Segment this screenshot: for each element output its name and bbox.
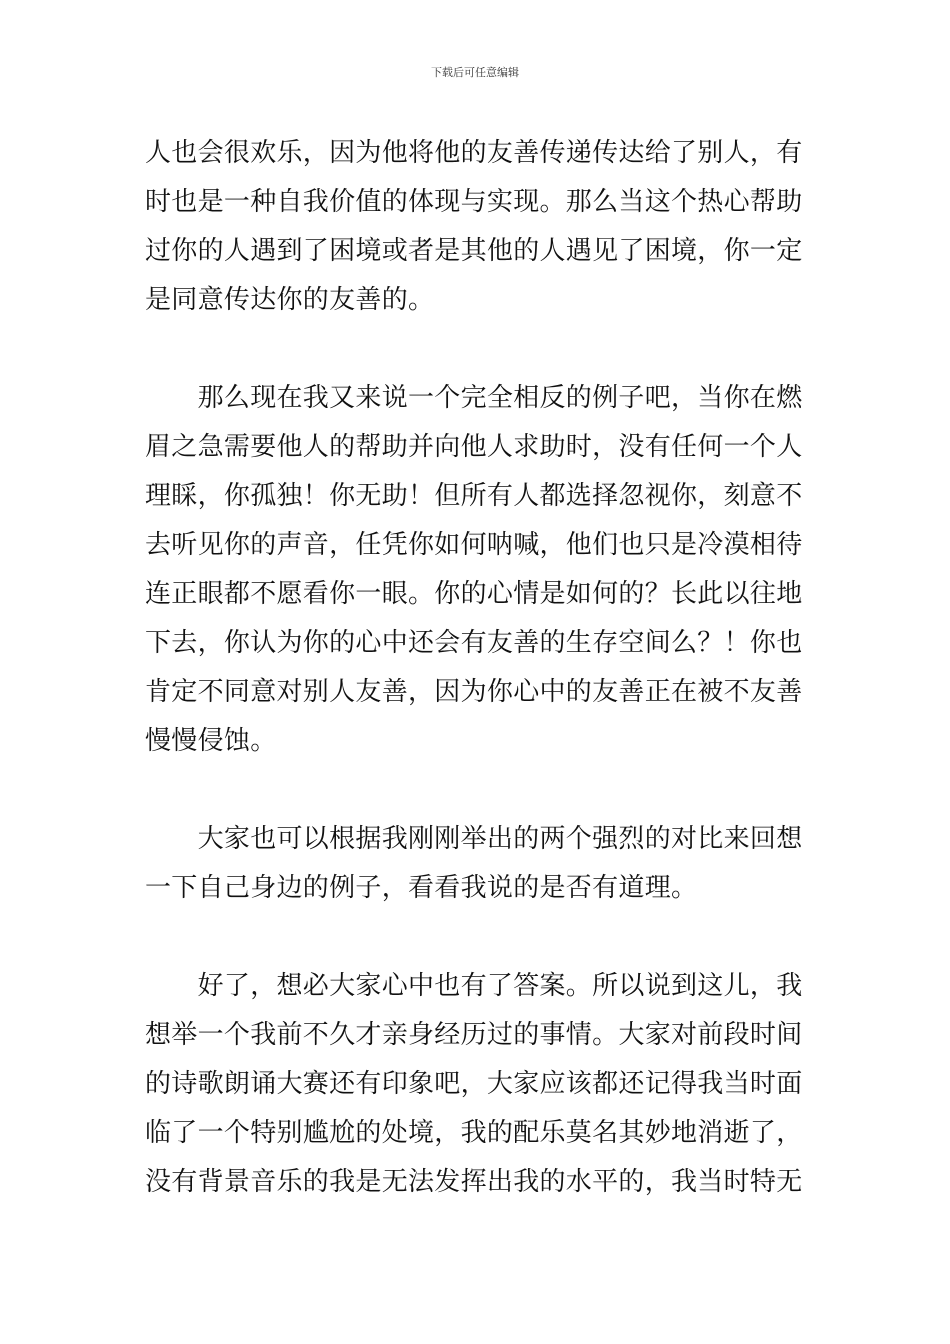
text-line: 好了，想必大家心中也有了答案。所以说到这儿，我: [145, 971, 803, 1001]
text-line: 慢慢侵蚀。: [145, 726, 277, 756]
text-line: 去听见你的声音，任凭你如何呐喊，他们也只是冷漠相待: [145, 530, 803, 560]
paragraph: [145, 374, 810, 766]
text-line: 一下自己身边的例子，看看我说的是否有道理。: [145, 873, 698, 903]
text-line: 的诗歌朗诵大赛还有印象吧，大家应该都还记得我当时面: [145, 1069, 803, 1099]
text-line: 时也是一种自我价值的体现与实现。那么当这个热心帮助: [145, 187, 803, 217]
text-line: 是同意传达你的友善的。: [145, 285, 435, 315]
text-line: 那么现在我又来说一个完全相反的例子吧，当你在燃: [145, 383, 803, 413]
paragraph: [145, 815, 810, 913]
text-line: 想举一个我前不久才亲身经历过的事情。大家对前段时间: [145, 1020, 803, 1050]
paragraph: [145, 129, 810, 325]
text-line: 人也会很欢乐，因为他将他的友善传递传达给了别人，有: [145, 138, 803, 168]
page-header: 下载后可任意编辑: [431, 66, 519, 79]
text-line: 过你的人遇到了困境或者是其他的人遇见了困境，你一定: [145, 236, 803, 266]
text-line: 眉之急需要他人的帮助并向他人求助时，没有任何一个人: [145, 432, 803, 462]
text-line: 没有背景音乐的我是无法发挥出我的水平的，我当时特无: [145, 1167, 803, 1197]
document-body: [145, 129, 810, 1207]
text-line: 连正眼都不愿看你一眼。你的心情是如何的？长此以往地: [145, 579, 803, 609]
text-line: 肯定不同意对别人友善，因为你心中的友善正在被不友善: [145, 677, 803, 707]
paragraph: [145, 962, 810, 1207]
text-line: 理睬，你孤独！你无助！但所有人都选择忽视你，刻意不: [145, 481, 803, 511]
text-line: 临了一个特别尴尬的处境，我的配乐莫名其妙地消逝了，: [145, 1118, 803, 1148]
text-line: 大家也可以根据我刚刚举出的两个强烈的对比来回想: [145, 824, 803, 854]
text-line: 下去，你认为你的心中还会有友善的生存空间么？！你也: [145, 628, 803, 658]
